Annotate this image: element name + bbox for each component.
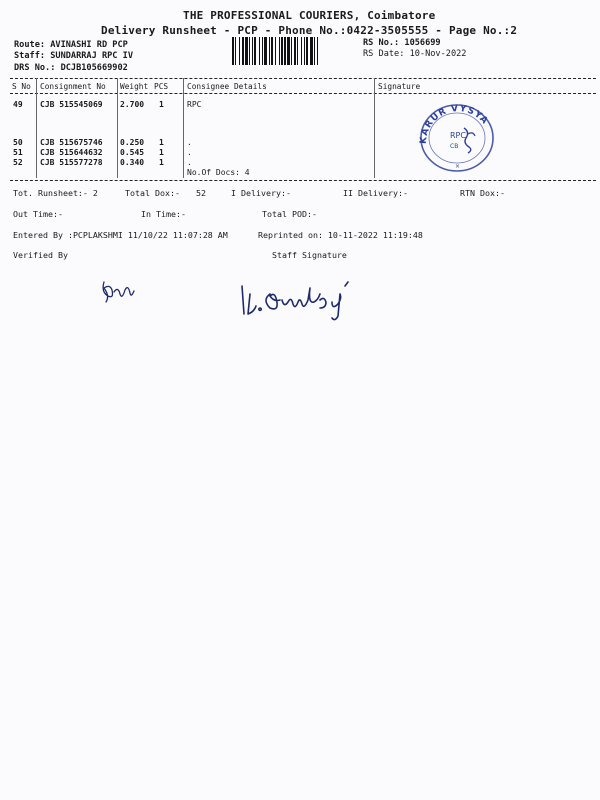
- reprinted-on: Reprinted on: 10-11-2022 11:19:48: [258, 230, 423, 240]
- runsheet-title: Delivery Runsheet - PCP - Phone No.:0422-3505555 - Page No.:2: [101, 24, 518, 37]
- table-row-consignee: RPC: [187, 100, 202, 109]
- table-row-sno: 51: [13, 148, 23, 157]
- col-divider: [117, 78, 118, 178]
- table-row-sno: 49: [13, 100, 23, 109]
- rs-date: RS Date: 10-Nov-2022: [363, 49, 467, 59]
- out-time: Out Time:-: [13, 209, 63, 219]
- total-dox-label: Total Dox:-: [125, 188, 180, 198]
- bank-stamp-image: [412, 98, 502, 176]
- table-row-consignment: CJB 515545069: [40, 100, 103, 109]
- col-header-weight: Weight: [120, 82, 149, 91]
- table-row-consignment: CJB 515675746: [40, 138, 103, 147]
- col-header-consignment: Consignment No: [40, 82, 106, 91]
- verified-by-label: Verified By: [13, 250, 68, 260]
- col-divider: [374, 78, 375, 178]
- col-divider: [183, 78, 184, 178]
- entered-by: Entered By :PCPLAKSHMI 11/10/22 11:07:28 AM: [13, 230, 228, 240]
- table-row-weight: 0.545: [120, 148, 145, 157]
- table-top-rule: [10, 78, 596, 79]
- tot-runsheet: Tot. Runsheet:- 2: [13, 188, 98, 198]
- staff-signature-image: [236, 272, 396, 324]
- table-row-weight: 0.250: [120, 138, 145, 147]
- no-of-docs: No.Of Docs: 4: [187, 168, 250, 177]
- in-time: In Time:-: [141, 209, 186, 219]
- svg-text:×: ×: [455, 163, 461, 170]
- company-title: THE PROFESSIONAL COURIERS, Coimbatore: [183, 9, 436, 22]
- table-row-consignee: .: [187, 158, 192, 167]
- total-pod: Total POD:-: [262, 209, 317, 219]
- stamp-text-bottom: CB: [450, 143, 459, 150]
- i-delivery: I Delivery:-: [231, 188, 291, 198]
- table-header-rule: [10, 93, 596, 94]
- drs-number: DRS No.: DCJB105669902: [14, 63, 128, 73]
- route-label: Route: AVINASHI RD PCP: [14, 40, 128, 50]
- rs-number: RS No.: 1056699: [363, 38, 441, 48]
- verifier-signature-image: [96, 276, 152, 310]
- col-header-pcs: PCS: [154, 82, 169, 91]
- stamp-text-mid: RPC: [450, 131, 466, 140]
- rtn-dox: RTN Dox:-: [460, 188, 505, 198]
- table-row-consignee: .: [187, 138, 192, 147]
- barcode-image: [232, 37, 358, 65]
- stamp-text-top: KARUR VYSYA: [418, 103, 490, 145]
- table-row-pcs: 1: [159, 138, 164, 147]
- table-row-consignee: .: [187, 148, 192, 157]
- table-row-consignment: CJB 515577278: [40, 158, 103, 167]
- table-row-weight: 0.340: [120, 158, 145, 167]
- table-row-consignment: CJB 515644632: [40, 148, 103, 157]
- summary-top-rule: [10, 180, 596, 181]
- table-row-pcs: 1: [159, 148, 164, 157]
- ii-delivery: II Delivery:-: [343, 188, 408, 198]
- staff-signature-label: Staff Signature: [272, 250, 347, 260]
- table-row-pcs: 1: [159, 100, 164, 109]
- col-header-signature: Signature: [378, 82, 421, 91]
- col-header-consignee: Consignee Details: [187, 82, 267, 91]
- col-header-sno: S No: [12, 82, 31, 91]
- staff-label: Staff: SUNDARRAJ RPC IV: [14, 51, 133, 61]
- table-row-pcs: 1: [159, 158, 164, 167]
- total-dox-value: 52: [196, 188, 206, 198]
- table-row-sno: 50: [13, 138, 23, 147]
- col-divider: [36, 78, 37, 178]
- table-row-sno: 52: [13, 158, 23, 167]
- table-row-weight: 2.700: [120, 100, 145, 109]
